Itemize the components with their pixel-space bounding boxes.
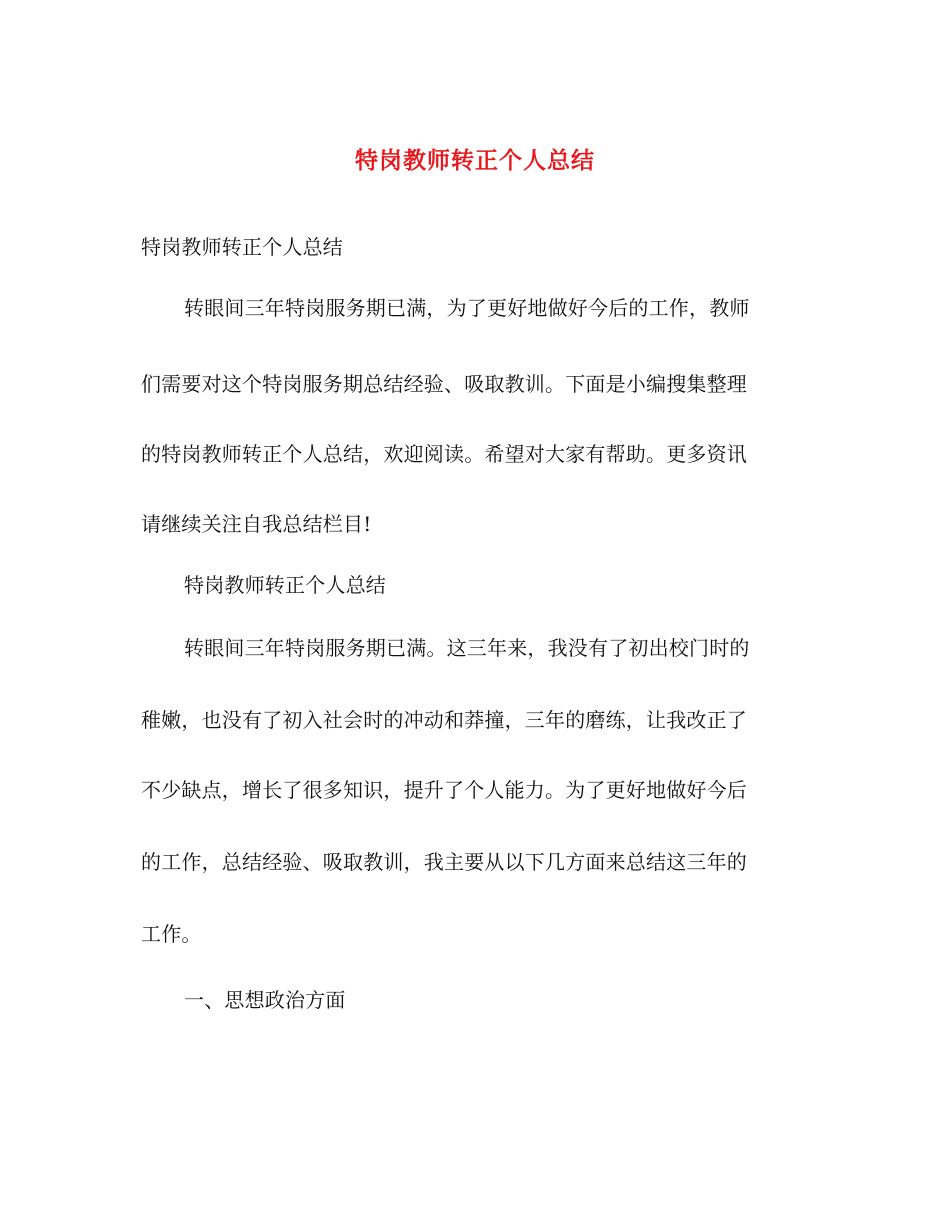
intro-line-4: 请继续关注自我总结栏目!: [141, 512, 372, 536]
document-subtitle: 特岗教师转正个人总结: [141, 235, 343, 259]
body-line-5: 工作。: [141, 922, 202, 946]
body-line-2: 稚嫩，也没有了初入社会时的冲动和莽撞，三年的磨练，让我改正了: [141, 708, 747, 732]
body-line-4: 的工作，总结经验、吸取教训，我主要从以下几方面来总结这三年的: [141, 850, 747, 874]
point-one-heading: 一、思想政治方面: [184, 988, 346, 1012]
intro-line-2: 们需要对这个特岗服务期总结经验、吸取教训。下面是小编搜集整理: [141, 372, 747, 396]
intro-line-1: 转眼间三年特岗服务期已满，为了更好地做好今后的工作，教师: [184, 296, 750, 320]
section-heading: 特岗教师转正个人总结: [184, 573, 386, 597]
body-line-1: 转眼间三年特岗服务期已满。这三年来，我没有了初出校门时的: [184, 636, 750, 660]
body-line-3: 不少缺点，增长了很多知识，提升了个人能力。为了更好地做好今后: [141, 778, 747, 802]
document-title: 特岗教师转正个人总结: [355, 147, 595, 174]
intro-line-3: 的特岗教师转正个人总结，欢迎阅读。希望对大家有帮助。更多资讯: [141, 442, 747, 466]
